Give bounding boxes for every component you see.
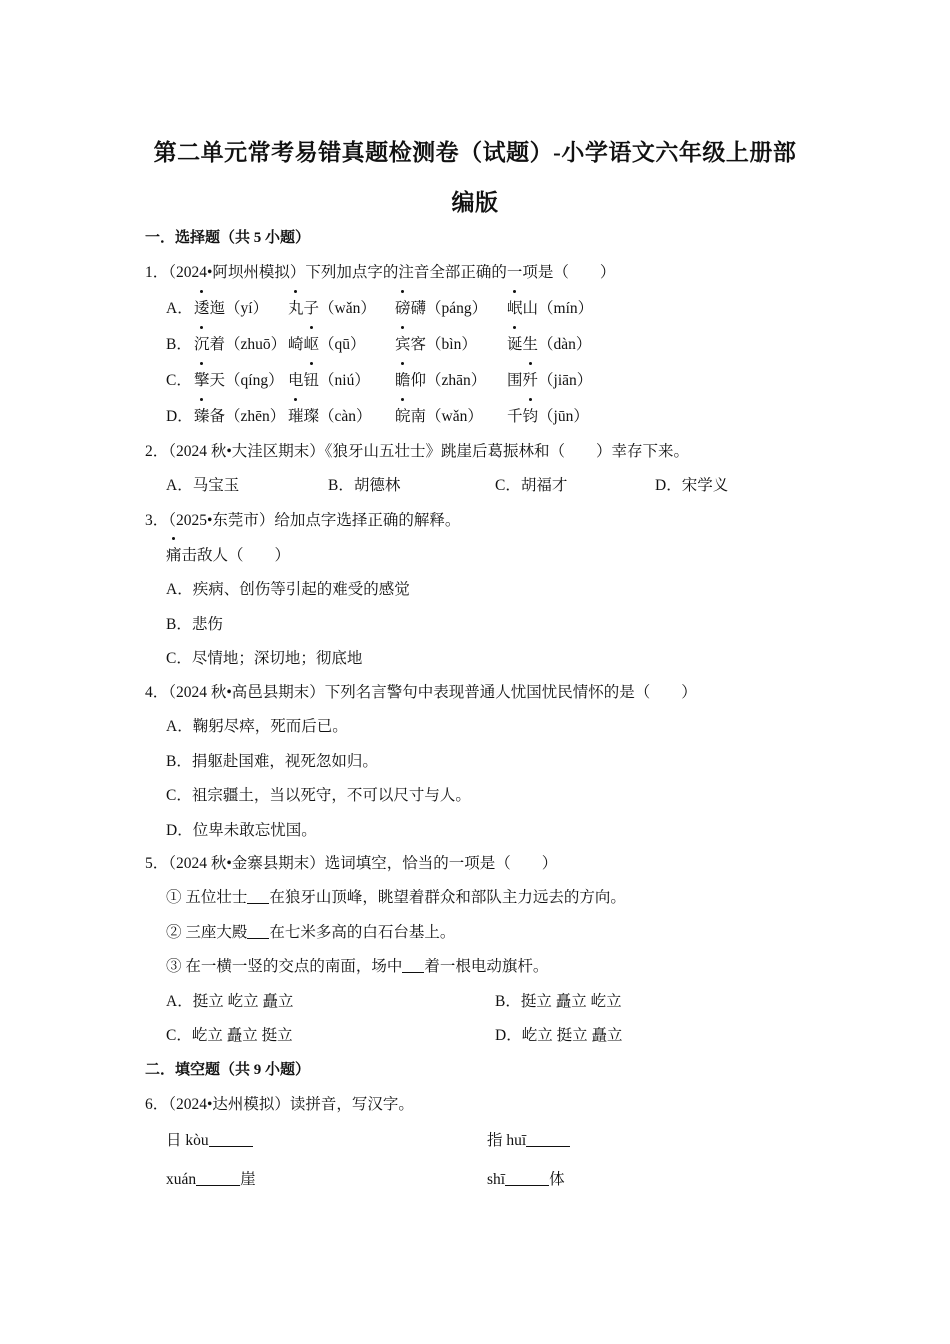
page-title-continued: 编版 [451,190,499,215]
question-1-option-d[interactable] [166,404,866,426]
word-part: 电 [288,372,304,389]
answer-blank[interactable] [247,923,269,940]
question-6-stem: 6．（2024•达州模拟）读拼音，写汉字。 [145,1096,414,1113]
question-5-sentence-2 [166,920,455,942]
option-label: C． [166,372,192,389]
word-part: 客（bìn） [410,336,477,353]
question-5-option-d[interactable]: D．屹立 挺立 矗立 [495,1027,623,1044]
question-5-option-b[interactable]: B．挺立 矗立 屹立 [495,993,622,1010]
word-part: 着（zhuō） [209,336,287,353]
pinyin-word [395,404,483,426]
dotted-char: 擎 [194,368,210,390]
question-3-option-b[interactable]: B．悲伤 [166,616,223,633]
dotted-char: 逶 [194,296,210,318]
question-5-option-a[interactable]: A．挺立 屹立 矗立 [166,993,294,1010]
question-3-word-rest: 击敌人（ ） [181,547,291,564]
word-part: 围 [507,372,523,389]
pinyin-word [194,332,286,354]
question-2-option-a[interactable]: A．马宝玉 [166,477,240,494]
question-3-option-a[interactable]: A．疾病、创伤等引起的难受的感觉 [166,581,410,598]
question-1-stem: 1．（2024•阿坝州模拟）下列加点字的注音全部正确的一项是（ ） [145,264,616,281]
word-part: 天（qíng） [209,372,284,389]
pinyin-word [194,404,285,426]
option-label: D． [166,408,193,425]
question-2-option-b[interactable]: B．胡德林 [328,477,401,494]
sentence-text: 在七米多高的白石台基上。 [269,924,456,941]
word-part: 璨（càn） [303,408,372,425]
sentence-text: 五位壮士 [185,889,248,906]
sentence-text: 在狼牙山顶峰，眺望着群众和部队主力远去的方向。 [269,889,626,906]
question-4-option-c[interactable]: C．祖宗疆土，当以死守，不可以尺寸与人。 [166,787,471,804]
question-5-option-c[interactable]: C．屹立 矗立 挺立 [166,1027,293,1044]
dotted-char: 丸 [288,296,304,318]
pinyin-word [507,332,591,354]
answer-blank[interactable] [196,1170,240,1187]
option-label: A． [166,300,193,317]
pinyin-word [194,296,268,318]
question-2-stem: 2．（2024 秋•大洼区期末）《狼牙山五壮士》跳崖后葛振林和（ ）幸存下来。 [145,443,690,460]
pinyin-word [507,296,593,318]
dotted-char: 诞 [507,332,523,354]
pinyin-word [395,332,477,354]
dotted-char: 臻 [194,404,210,426]
circled-number: ② [166,924,182,941]
word-part: 生（dàn） [522,336,592,353]
answer-blank[interactable] [402,957,424,974]
question-2-option-c[interactable]: C．胡福才 [495,477,568,494]
word-part: 山（mín） [522,300,594,317]
question-1-option-b[interactable] [166,332,866,354]
question-6-item-1 [166,1128,253,1150]
pinyin-word [288,296,376,318]
word-part: 子（wǎn） [303,300,376,317]
question-6-item-2 [487,1128,570,1150]
word-part: （niú） [319,372,370,389]
pinyin-word [288,368,370,390]
question-1-option-a[interactable] [166,296,866,318]
pinyin-word [288,404,372,426]
question-5-sentence-3 [166,954,548,976]
word-part: 礴（páng） [410,300,488,317]
section-heading-fill: 二．填空题（共 9 小题） [145,1062,311,1078]
pinyin-suffix: 体 [549,1171,565,1188]
circled-number: ③ [166,958,182,975]
word-part: （qū） [319,336,366,353]
pinyin-word [395,368,486,390]
sentence-text: 着一根电动旗杆。 [424,958,549,975]
pinyin-prompt: 指 huī [487,1132,527,1149]
word-part: 南（wǎn） [410,408,483,425]
word-part: 千 [507,408,523,425]
question-4-option-b[interactable]: B．捐躯赴国难，视死忽如归。 [166,753,378,770]
question-1-option-c[interactable] [166,368,866,390]
pinyin-word [194,368,284,390]
word-part: 备（zhēn） [209,408,286,425]
dotted-char: 宾 [395,332,411,354]
pinyin-prompt: 日 kòu [166,1132,209,1149]
question-3-word [166,543,290,565]
section-heading-choice: 一．选择题（共 5 小题） [145,230,311,246]
dotted-char: 钧 [523,404,539,426]
pinyin-word [288,332,366,354]
dotted-char: 沉 [194,332,210,354]
pinyin-word [507,368,592,390]
pinyin-word [395,296,487,318]
question-3-stem: 3．（2025•东莞市）给加点字选择正确的解释。 [145,512,461,529]
question-6-item-4 [487,1167,565,1189]
word-part: 仰（zhān） [410,372,487,389]
pinyin-suffix: 崖 [240,1171,256,1188]
sentence-text: 三座大殿 [185,924,248,941]
dotted-char: 痛 [166,543,182,565]
question-4-option-a[interactable]: A．鞠躬尽瘁，死而后已。 [166,718,348,735]
word-part: （jūn） [538,408,589,425]
question-5-stem: 5．（2024 秋•金寨县期末）选词填空，恰当的一项是（ ） [145,855,558,872]
word-part: （jiān） [538,372,593,389]
sentence-text: 在一横一竖的交点的南面，场中 [185,958,403,975]
answer-blank[interactable] [505,1170,549,1187]
page-title: 第二单元常考易错真题检测卷（试题）-小学语文六年级上册部 [153,140,797,165]
word-part: 崎 [288,336,304,353]
pinyin-prompt: xuán [166,1171,197,1188]
question-3-option-c[interactable]: C．尽情地；深切地；彻底地 [166,650,363,667]
question-2-option-d[interactable]: D．宋学义 [655,477,729,494]
circled-number: ① [166,889,182,906]
answer-blank[interactable] [247,888,269,905]
dotted-char: 歼 [523,368,539,390]
dotted-char: 钮 [304,368,320,390]
question-4-option-d[interactable]: D．位卑未敢忘忧国。 [166,822,317,839]
dotted-char: 皖 [395,404,411,426]
option-label: B． [166,336,192,353]
pinyin-prompt: shī [487,1171,506,1188]
dotted-char: 磅 [395,296,411,318]
dotted-char: 岷 [507,296,523,318]
answer-blank[interactable] [526,1131,570,1148]
dotted-char: 璀 [288,404,304,426]
question-6-item-3 [166,1167,256,1189]
dotted-char: 岖 [304,332,320,354]
answer-blank[interactable] [209,1131,253,1148]
question-5-sentence-1 [166,885,626,907]
question-4-stem: 4．（2024 秋•高邑县期末）下列名言警句中表现普通人忧国忧民情怀的是（ ） [145,684,697,701]
dotted-char: 瞻 [395,368,411,390]
pinyin-word [507,404,589,426]
word-part: 迤（yí） [209,300,269,317]
